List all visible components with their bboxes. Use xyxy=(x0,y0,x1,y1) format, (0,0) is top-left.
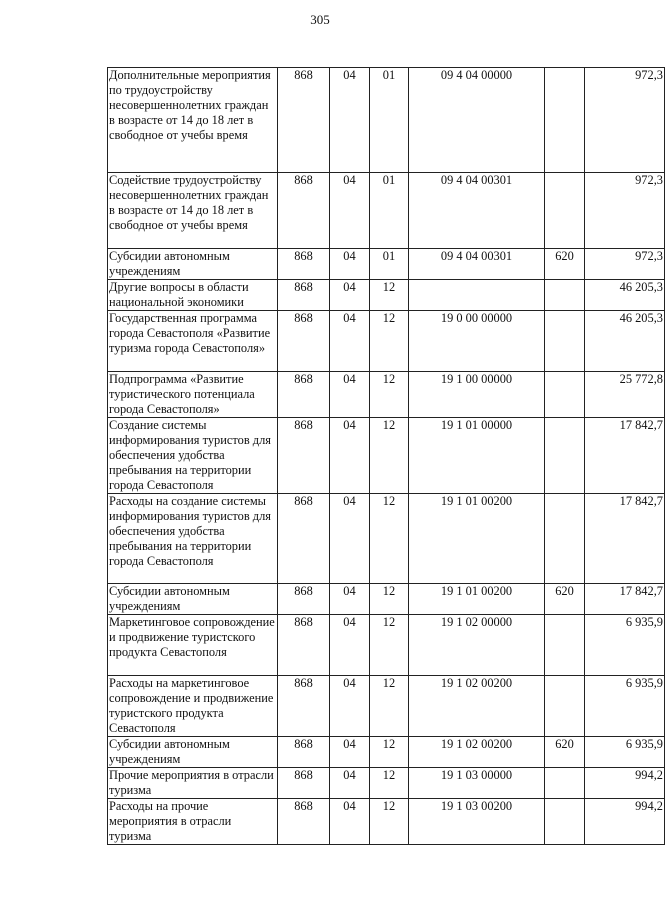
amount-cell: 17 842,7 xyxy=(585,418,665,494)
expense-name-cell: Субсидии автономным учреждениям xyxy=(108,737,278,768)
section-code-cell: 04 xyxy=(330,768,370,799)
expense-type-cell xyxy=(545,311,585,372)
expense-name-cell: Субсидии автономным учреждениям xyxy=(108,584,278,615)
section-code-cell: 04 xyxy=(330,676,370,737)
table-row xyxy=(108,68,665,173)
table-row xyxy=(108,173,665,249)
expense-name-cell: Создание системы информирования туристов для обеспечения удобства пребывания на территории города Севастополя xyxy=(108,418,278,494)
table-row xyxy=(108,799,665,845)
expense-name-cell: Маркетинговое сопровождение и продвижение туристского продукта Севастополя xyxy=(108,615,278,676)
amount-cell: 6 935,9 xyxy=(585,676,665,737)
expense-type-cell xyxy=(545,280,585,311)
section-code-cell: 04 xyxy=(330,418,370,494)
table-row xyxy=(108,768,665,799)
glava-code-cell: 868 xyxy=(278,311,330,372)
expense-type-cell xyxy=(545,799,585,845)
target-article-cell: 09 4 04 00301 xyxy=(409,249,545,280)
target-article-cell: 19 1 03 00000 xyxy=(409,768,545,799)
target-article-cell: 09 4 04 00000 xyxy=(409,68,545,173)
expense-name-cell: Государственная программа города Севастополя «Развитие туризма города Севастополя» xyxy=(108,311,278,372)
expense-name-cell: Дополнительные мероприятия по трудоустройству несовершеннолетних граждан в возрасте от 14 до 18 лет в свободное от учебы время xyxy=(108,68,278,173)
table-row xyxy=(108,494,665,584)
target-article-cell: 19 1 02 00200 xyxy=(409,737,545,768)
expense-type-cell: 620 xyxy=(545,249,585,280)
budget-table xyxy=(107,67,665,845)
target-article-cell: 19 1 02 00000 xyxy=(409,615,545,676)
glava-code-cell: 868 xyxy=(278,280,330,311)
glava-code-cell: 868 xyxy=(278,494,330,584)
expense-name-cell: Подпрограмма «Развитие туристического потенциала города Севастополя» xyxy=(108,372,278,418)
target-article-cell: 09 4 04 00301 xyxy=(409,173,545,249)
amount-cell: 972,3 xyxy=(585,173,665,249)
table-row xyxy=(108,280,665,311)
glava-code-cell: 868 xyxy=(278,768,330,799)
expense-type-cell xyxy=(545,494,585,584)
glava-code-cell: 868 xyxy=(278,615,330,676)
section-code-cell: 04 xyxy=(330,280,370,311)
expense-type-cell xyxy=(545,372,585,418)
table-row xyxy=(108,249,665,280)
subsection-code-cell: 01 xyxy=(370,173,409,249)
table-row xyxy=(108,372,665,418)
table-row xyxy=(108,615,665,676)
section-code-cell: 04 xyxy=(330,249,370,280)
table-row xyxy=(108,311,665,372)
expense-type-cell xyxy=(545,173,585,249)
amount-cell: 17 842,7 xyxy=(585,584,665,615)
expense-type-cell xyxy=(545,615,585,676)
glava-code-cell: 868 xyxy=(278,418,330,494)
expense-name-cell: Расходы на создание системы информирования туристов для обеспечения удобства пребывания на территории города Севастополя xyxy=(108,494,278,584)
target-article-cell: 19 1 00 00000 xyxy=(409,372,545,418)
expense-type-cell xyxy=(545,768,585,799)
section-code-cell: 04 xyxy=(330,68,370,173)
subsection-code-cell: 12 xyxy=(370,418,409,494)
expense-name-cell: Расходы на прочие мероприятия в отрасли туризма xyxy=(108,799,278,845)
subsection-code-cell: 12 xyxy=(370,799,409,845)
expense-name-cell: Содействие трудоустройству несовершеннолетних граждан в возрасте от 14 до 18 лет в свободное от учебы время xyxy=(108,173,278,249)
page-number: 305 xyxy=(310,12,330,27)
glava-code-cell: 868 xyxy=(278,173,330,249)
section-code-cell: 04 xyxy=(330,584,370,615)
glava-code-cell: 868 xyxy=(278,584,330,615)
expense-type-cell xyxy=(545,68,585,173)
subsection-code-cell: 12 xyxy=(370,676,409,737)
glava-code-cell: 868 xyxy=(278,799,330,845)
table-row xyxy=(108,584,665,615)
expense-type-cell xyxy=(545,418,585,494)
target-article-cell: 19 1 01 00200 xyxy=(409,494,545,584)
section-code-cell: 04 xyxy=(330,799,370,845)
subsection-code-cell: 01 xyxy=(370,68,409,173)
expense-type-cell: 620 xyxy=(545,584,585,615)
target-article-cell: 19 1 01 00000 xyxy=(409,418,545,494)
expense-type-cell xyxy=(545,676,585,737)
amount-cell: 972,3 xyxy=(585,249,665,280)
target-article-cell: 19 0 00 00000 xyxy=(409,311,545,372)
amount-cell: 994,2 xyxy=(585,768,665,799)
subsection-code-cell: 12 xyxy=(370,311,409,372)
amount-cell: 6 935,9 xyxy=(585,737,665,768)
table-row xyxy=(108,418,665,494)
section-code-cell: 04 xyxy=(330,173,370,249)
amount-cell: 46 205,3 xyxy=(585,311,665,372)
amount-cell: 25 772,8 xyxy=(585,372,665,418)
section-code-cell: 04 xyxy=(330,615,370,676)
amount-cell: 46 205,3 xyxy=(585,280,665,311)
subsection-code-cell: 12 xyxy=(370,280,409,311)
section-code-cell: 04 xyxy=(330,372,370,418)
subsection-code-cell: 12 xyxy=(370,584,409,615)
subsection-code-cell: 12 xyxy=(370,737,409,768)
subsection-code-cell: 12 xyxy=(370,372,409,418)
section-code-cell: 04 xyxy=(330,494,370,584)
expense-name-cell: Прочие мероприятия в отрасли туризма xyxy=(108,768,278,799)
expense-name-cell: Другие вопросы в области национальной экономики xyxy=(108,280,278,311)
amount-cell: 972,3 xyxy=(585,68,665,173)
table-row xyxy=(108,737,665,768)
expense-type-cell: 620 xyxy=(545,737,585,768)
amount-cell: 994,2 xyxy=(585,799,665,845)
glava-code-cell: 868 xyxy=(278,737,330,768)
target-article-cell: 19 1 03 00200 xyxy=(409,799,545,845)
table-row xyxy=(108,676,665,737)
target-article-cell: 19 1 02 00200 xyxy=(409,676,545,737)
glava-code-cell: 868 xyxy=(278,372,330,418)
subsection-code-cell: 12 xyxy=(370,615,409,676)
glava-code-cell: 868 xyxy=(278,676,330,737)
target-article-cell xyxy=(409,280,545,311)
expense-name-cell: Расходы на маркетинговое сопровождение и продвижение туристского продукта Севастополя xyxy=(108,676,278,737)
expense-name-cell: Субсидии автономным учреждениям xyxy=(108,249,278,280)
section-code-cell: 04 xyxy=(330,311,370,372)
glava-code-cell: 868 xyxy=(278,68,330,173)
amount-cell: 6 935,9 xyxy=(585,615,665,676)
subsection-code-cell: 12 xyxy=(370,768,409,799)
glava-code-cell: 868 xyxy=(278,249,330,280)
amount-cell: 17 842,7 xyxy=(585,494,665,584)
subsection-code-cell: 01 xyxy=(370,249,409,280)
target-article-cell: 19 1 01 00200 xyxy=(409,584,545,615)
subsection-code-cell: 12 xyxy=(370,494,409,584)
section-code-cell: 04 xyxy=(330,737,370,768)
